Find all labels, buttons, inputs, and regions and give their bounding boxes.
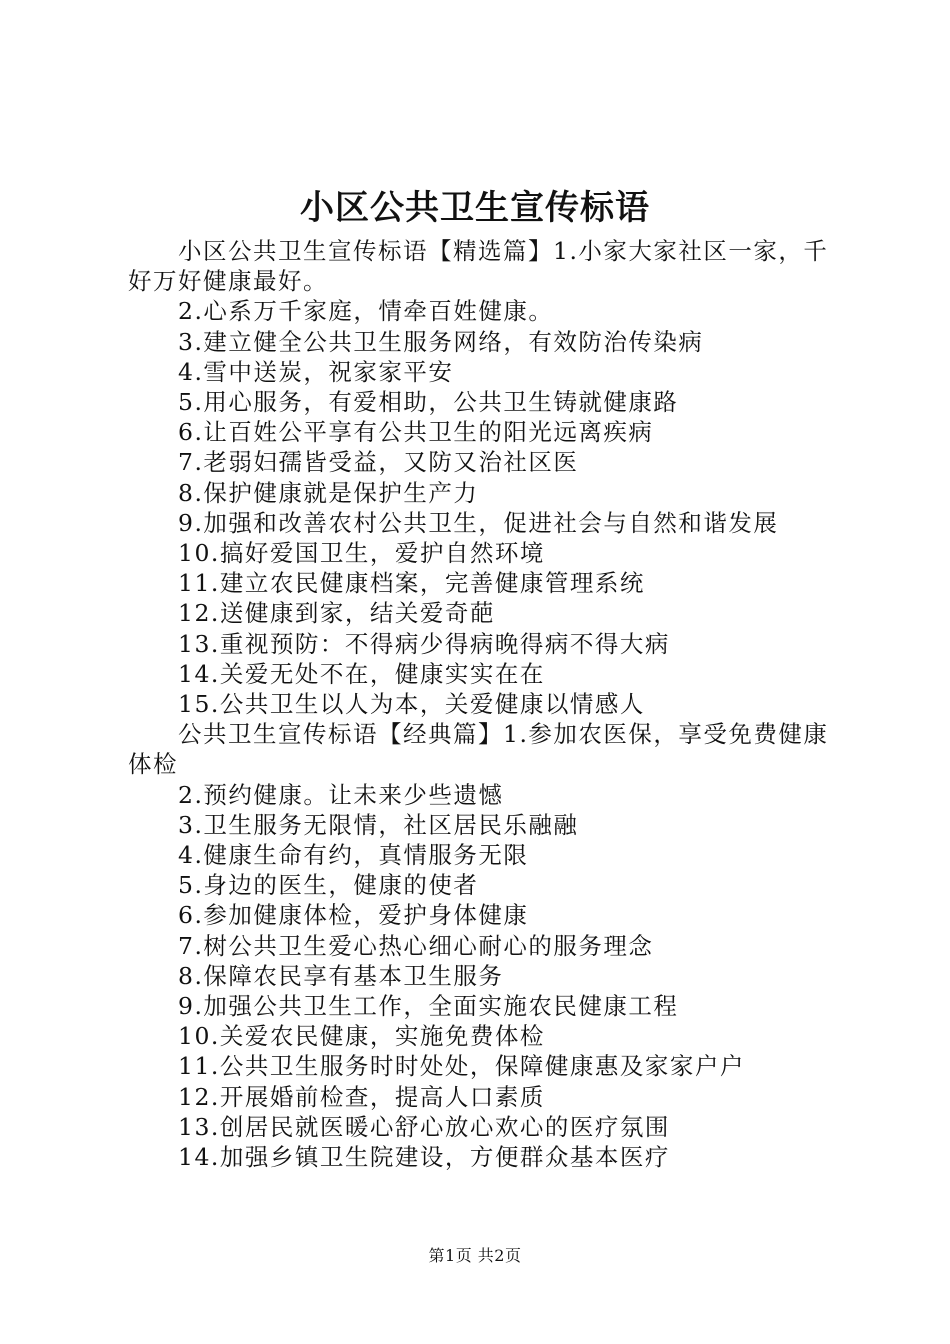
list-item: 14.关爱无处不在，健康实实在在 (178, 659, 545, 688)
list-item: 11.公共卫生服务时时处处，保障健康惠及家家户户 (178, 1052, 745, 1081)
list-item: 10.关爱农民健康，实施免费体检 (178, 1022, 545, 1051)
page-number-footer: 第1页 共2页 (428, 1246, 522, 1265)
list-item: 13.创居民就医暖心舒心放心欢心的医疗氛围 (178, 1112, 670, 1141)
list-item: 6.参加健康体检，爱护身体健康 (178, 901, 529, 930)
list-item: 8.保障农民享有基本卫生服务 (178, 961, 504, 990)
list-item: 8.保护健康就是保护生产力 (178, 478, 479, 507)
document-body (128, 236, 833, 1172)
list-item: 13.重视预防：不得病少得病晚得病不得大病 (178, 629, 670, 658)
list-item: 6.让百姓公平享有公共卫生的阳光远离疾病 (178, 418, 654, 447)
list-item: 5.身边的医生，健康的使者 (178, 871, 479, 900)
list-item: 3.卫生服务无限情，社区居民乐融融 (178, 810, 579, 839)
section1-list (128, 296, 833, 719)
list-item: 4.健康生命有约，真情服务无限 (178, 841, 529, 870)
list-item: 12.开展婚前检查，提高人口素质 (178, 1082, 545, 1111)
list-item: 4.雪中送炭，祝家家平安 (178, 357, 454, 386)
list-item: 11.建立农民健康档案，完善健康管理系统 (178, 569, 645, 598)
list-item: 7.树公共卫生爱心热心细心耐心的服务理念 (178, 931, 654, 960)
list-item: 9.加强和改善农村公共卫生，促进社会与自然和谐发展 (178, 508, 779, 537)
list-item: 14.加强乡镇卫生院建设，方便群众基本医疗 (178, 1143, 670, 1172)
list-item: 10.搞好爱国卫生，爱护自然环境 (178, 539, 545, 568)
list-item: 3.建立健全公共卫生服务网络，有效防治传染病 (178, 327, 704, 356)
list-item: 12.送健康到家，结关爱奇葩 (178, 599, 495, 628)
section2-list (128, 780, 833, 1173)
list-item: 2.心系万千家庭，情牵百姓健康。 (178, 297, 554, 326)
list-item: 5.用心服务，有爱相助，公共卫生铸就健康路 (178, 388, 679, 417)
section1-intro: 小区公共卫生宣传标语【精选篇】1.小家大家社区一家，千好万好健康最好。 (128, 237, 829, 296)
list-item: 9.加强公共卫生工作，全面实施农民健康工程 (178, 992, 679, 1021)
list-item: 2.预约健康。让未来少些遗憾 (178, 780, 504, 809)
list-item: 7.老弱妇孺皆受益，又防又治社区医 (178, 448, 579, 477)
list-item: 15.公共卫生以人为本，关爱健康以情感人 (178, 690, 645, 719)
page-title: 小区公共卫生宣传标语 (300, 188, 650, 228)
section2-intro: 公共卫生宣传标语【经典篇】1.参加农医保，享受免费健康体检 (128, 720, 829, 779)
